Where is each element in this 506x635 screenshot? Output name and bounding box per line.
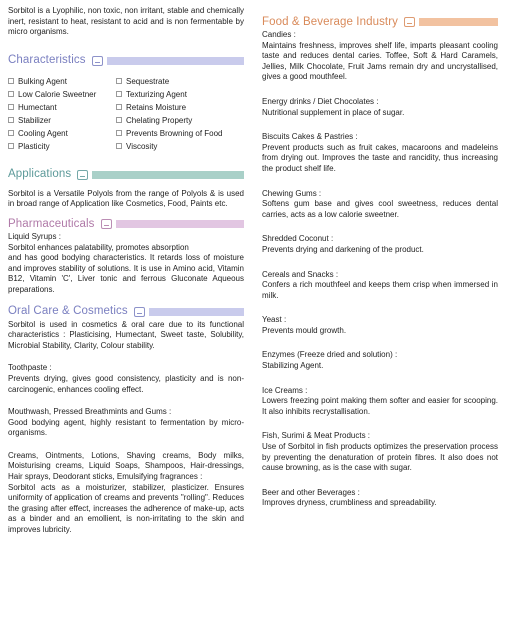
food-item [262,488,498,509]
toothpaste-text: Prevents drying, gives good consistency, plasticity and is non-carcinogenic, enhances cooling effect. [8,373,244,394]
list-item: Bulking Agent [8,75,116,88]
checkbox-icon [116,91,122,97]
oral-care-title: Oral Care & Cosmetics [8,305,128,318]
food-item [262,30,498,83]
list-item: Humectant [8,101,116,114]
food-item-text: Lowers freezing point making them softer and easier for scooping. It also inhibits recrystallisation. [262,396,498,416]
food-item-title: Enzymes (Freeze dried and solution) : [262,350,398,360]
document-icon [404,17,415,27]
checkbox-icon [116,143,122,149]
checkbox-icon [8,78,14,84]
food-item-title: Cereals and Snacks : [262,269,339,279]
pharmaceuticals-title: Pharmaceuticals [8,217,95,230]
food-item-text: Improves dryness, crumbliness and spreadability. [262,498,437,508]
checkbox-icon [116,130,122,136]
checkbox-icon [8,130,14,136]
applications-heading [8,167,244,183]
characteristics-heading [8,53,244,69]
food-item-title: Fish, Surimi & Meat Products : [262,431,371,441]
food-item-text: Prevents mould growth. [262,325,347,335]
food-item-title: Candies : [262,30,296,39]
food-item-text: Use of Sorbitol in fish products optimizes the preservation process by preventing the denaturation of protein fibres. It also does not cause browning, as is the case with sugar. [262,442,498,473]
mouthwash-title: Mouthwash, Pressed Breathmints and Gums : [8,407,172,417]
food-item [262,386,498,418]
list-item: Chelating Property [116,114,223,127]
characteristics-list [8,75,244,153]
intro-text: Sorbitol is a Lyophilic, non toxic, non irritant, stable and chemically inert, resistant to heat, resistant to acid and is non fermentable by micro organisms. [8,6,244,37]
applications-title: Applications [8,168,72,181]
checkbox-icon [116,117,122,123]
food-item [262,97,498,118]
characteristics-col-1 [8,75,116,153]
document-icon [134,307,145,317]
checkbox-icon [116,78,122,84]
creams-title: Creams, Ointments, Lotions, Shaving creams, Body milks, Moisturising creams, Liquid Soaps, Shampoos, Hair-dressings, Hair sprays, Deodorant sticks, Emulsifying fragrances : [8,450,244,482]
right-column [262,14,498,509]
list-item: Cooling Agent [8,127,116,140]
food-item-title: Biscuits Cakes & Pastries : [262,132,358,142]
applications-bar [92,171,244,179]
list-item: Viscosity [116,140,223,153]
food-title: Food & Beverage Industry [262,15,399,28]
checkbox-icon [8,143,14,149]
food-item [262,431,498,473]
list-item: Sequestrate [116,75,223,88]
food-item [262,315,498,336]
food-bar [419,18,498,26]
food-item-text: Stabilizing Agent. [262,361,324,371]
food-item [262,234,498,255]
food-item-title: Yeast : [262,315,287,325]
oral-care-heading [8,304,244,320]
list-item: Prevents Browning of Food [116,127,223,140]
liquid-syrups-line: Sorbitol enhances palatability, promotes absorption [8,242,189,252]
food-item [262,350,498,371]
list-item: Low Calorie Sweetner [8,88,116,101]
toothpaste-title: Toothpaste : [8,363,52,373]
list-item: Stabilizer [8,114,116,127]
mouthwash-text: Good bodying agent, highly resistant to fermentation by micro-organisms. [8,417,244,438]
characteristics-col-2 [116,75,223,153]
document-icon [92,56,103,66]
list-item: Retains Moisture [116,101,223,114]
list-item: Plasticity [8,140,116,153]
food-item-text: Confers a rich mouthfeel and keeps them crisp when immersed in milk. [262,280,498,300]
checkbox-icon [116,104,122,110]
food-item [262,270,498,302]
food-item-text: Maintains freshness, improves shelf life, imparts pleasant cooling taste and reduces dental caries. Toffee, Soft & Hard Caramels, Jellies, Milk Chocolate, Fruit Jams remain dry and uncrystallised, gives a good mouthfeel. [262,40,498,82]
pharmaceuticals-heading [8,216,244,232]
list-item: Texturizing Agent [116,88,223,101]
checkbox-icon [8,104,14,110]
checkbox-icon [8,91,14,97]
food-item-text: Prevent products such as fruit cakes, macaroons and madeleins from drying out. Improves the taste and rancidity, thus increasing the product shelf life. [262,142,498,173]
food-heading [262,14,498,30]
left-column [8,6,244,536]
food-item-text: Softens gum base and gives cool sweetness, reduces dental carries, acts as a low calorie sweetner. [262,199,498,219]
creams-text: Sorbitol acts as a moisturizer, stabilizer, plasticizer. Ensures uniformity of application of creams and prevents "rolling". Reduces the grasing after effect, increases the adherence of make-up, acts as a binder and an emollient, is non-irritating to the skin and improves lubricity. [8,482,244,535]
food-item-title: Shredded Coconut : [262,234,334,244]
characteristics-title: Characteristics [8,54,86,67]
food-item-text: Nutritional supplement in place of sugar. [262,107,405,117]
food-item [262,132,498,174]
applications-text: Sorbitol is a Versatile Polyols from the range of Polyols & is used in broad range of Application like Cosmetics, Food, Paints etc. [8,188,244,209]
characteristics-bar [107,57,244,65]
food-item-title: Energy drinks / Diet Chocolates : [262,96,379,106]
oral-care-bar [149,308,244,316]
liquid-syrups-title: Liquid Syrups : [8,231,61,241]
food-item-text: Prevents drying and darkening of the product. [262,244,424,254]
oral-care-intro: Sorbitol is used in cosmetics & oral care due to its functional characteristics : Plasticising, Humectant, Sweet taste, Solubility, Microbial Stability, Clarity, Colour stability. [8,319,244,350]
document-icon [77,170,88,180]
food-item-title: Chewing Gums : [262,188,322,198]
food-item-title: Beer and other Beverages : [262,487,360,497]
liquid-syrups-text: and has good bodying characteristics. It retards loss of moisture and improves stability of solutions. It is use in Amino acid, Vitamin B12, Vitamin 'C', Liver tonic and ferrous Gluconate Aqueous preparations. [8,253,244,294]
food-item-title: Ice Creams : [262,385,308,395]
pharmaceuticals-bar [116,220,244,228]
document-icon [101,219,112,229]
food-item [262,189,498,221]
checkbox-icon [8,117,14,123]
